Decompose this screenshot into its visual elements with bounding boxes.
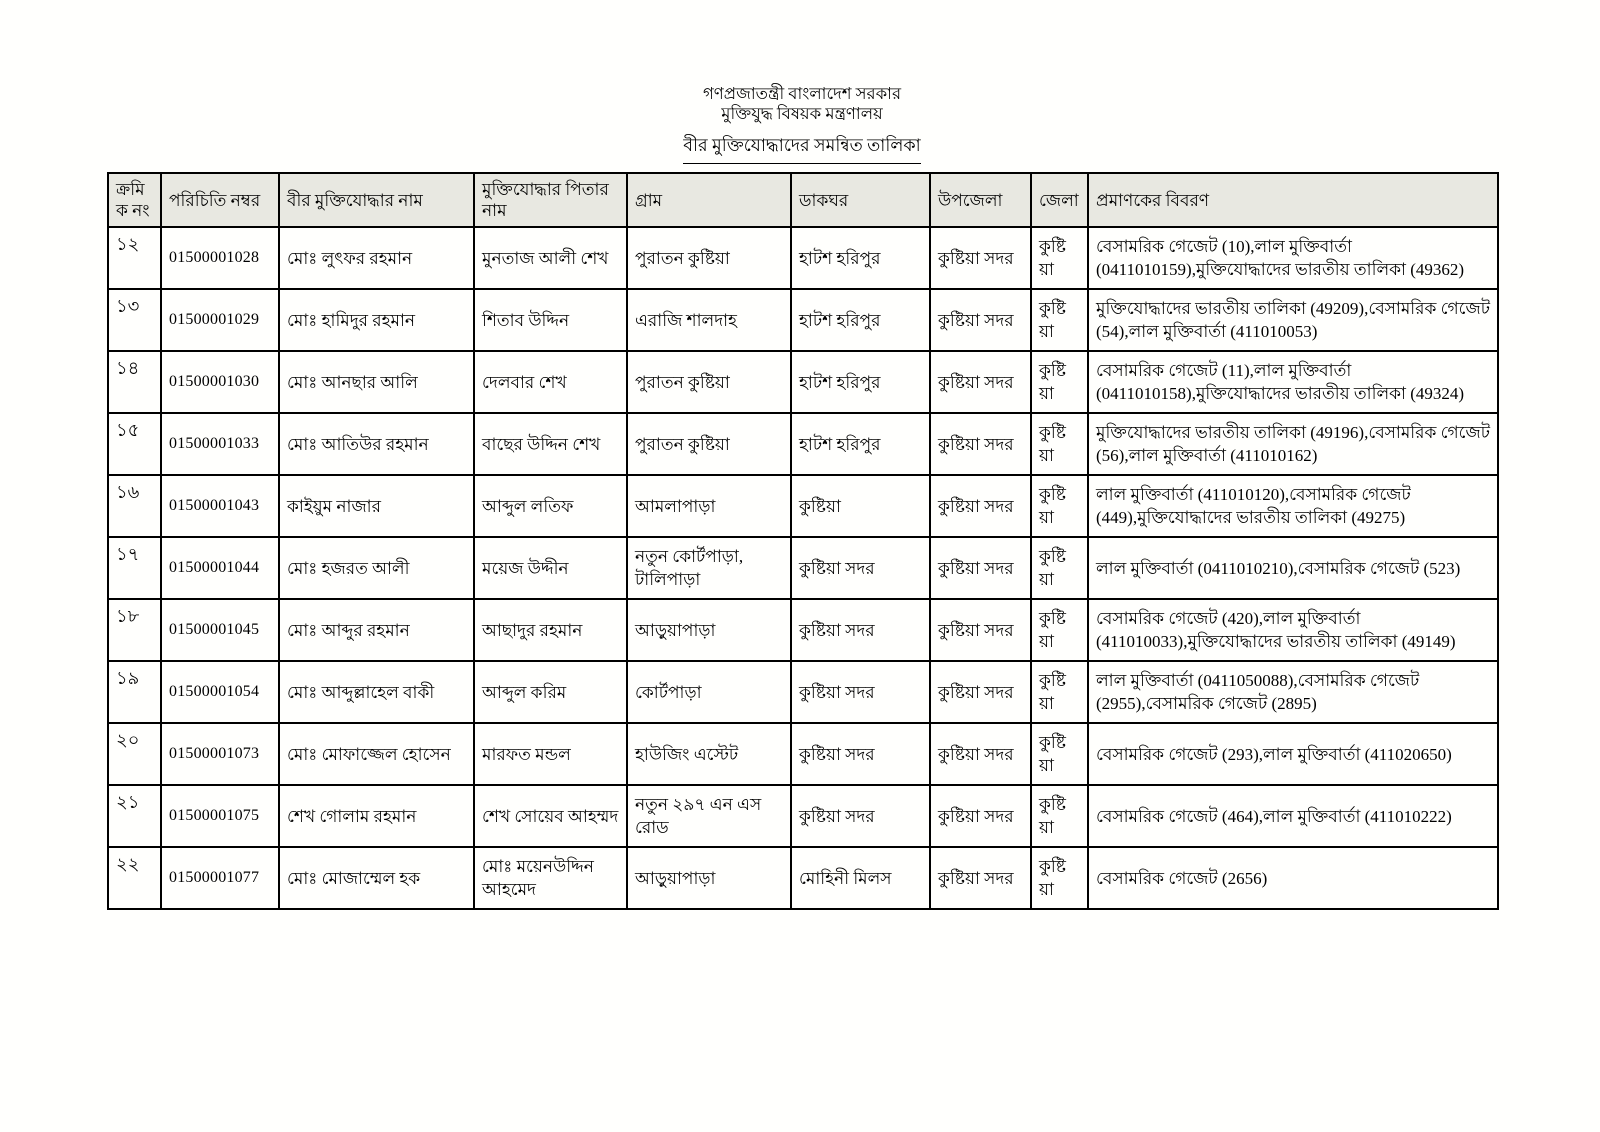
father-name-cell: দেলবার শেখ (474, 351, 627, 413)
id-cell: 01500001077 (161, 847, 279, 909)
district-cell: কুষ্টিয়া (1031, 475, 1088, 537)
name-cell: মোঃ আব্দুর রহমান (279, 599, 474, 661)
serial-cell: ১৩ (108, 289, 161, 351)
proof-cell: লাল মুক্তিবার্তা (0411050088),বেসামরিক গেজেট (2955),বেসামরিক গেজেট (2895) (1088, 661, 1498, 723)
table-row (108, 475, 1498, 537)
table-body (108, 227, 1498, 909)
id-cell: 01500001044 (161, 537, 279, 599)
father-name-cell: আছাদুর রহমান (474, 599, 627, 661)
column-header-id: পরিচিতি নম্বর (161, 173, 279, 227)
serial-cell: ১৮ (108, 599, 161, 661)
father-name-cell: শেখ সোয়েব আহম্মদ (474, 785, 627, 847)
father-name-cell: শিতাব উদ্দিন (474, 289, 627, 351)
village-cell: এরাজি শালদাহ (627, 289, 791, 351)
name-cell: মোঃ আনছার আলি (279, 351, 474, 413)
proof-cell: লাল মুক্তিবার্তা (411010120),বেসামরিক গেজেট (449),মুক্তিযোদ্ধাদের ভারতীয় তালিকা (49275) (1088, 475, 1498, 537)
proof-cell: বেসামরিক গেজেট (2656) (1088, 847, 1498, 909)
serial-cell: ১৭ (108, 537, 161, 599)
serial-cell: ২২ (108, 847, 161, 909)
column-header-serial: ক্রমিক নং (108, 173, 161, 227)
village-cell: আমলাপাড়া (627, 475, 791, 537)
name-cell: মোঃ হামিদুর রহমান (279, 289, 474, 351)
district-cell: কুষ্টিয়া (1031, 847, 1088, 909)
village-cell: পুরাতন কুষ্টিয়া (627, 227, 791, 289)
father-name-cell: মারফত মন্ডল (474, 723, 627, 785)
father-name-cell: মোঃ ময়েনউদ্দিন আহমেদ (474, 847, 627, 909)
district-cell: কুষ্টিয়া (1031, 599, 1088, 661)
id-cell: 01500001054 (161, 661, 279, 723)
table-row (108, 537, 1498, 599)
upazila-cell: কুষ্টিয়া সদর (930, 723, 1031, 785)
proof-cell: বেসামরিক গেজেট (420),লাল মুক্তিবার্তা (411010033),মুক্তিযোদ্ধাদের ভারতীয় তালিকা (49149) (1088, 599, 1498, 661)
father-name-cell: আব্দুল করিম (474, 661, 627, 723)
village-cell: হাউজিং এস্টেট (627, 723, 791, 785)
proof-cell: বেসামরিক গেজেট (11),লাল মুক্তিবার্তা (0411010158),মুক্তিযোদ্ধাদের ভারতীয় তালিকা (49324) (1088, 351, 1498, 413)
post-office-cell: কুষ্টিয়া সদর (791, 537, 930, 599)
post-office-cell: কুষ্টিয়া সদর (791, 661, 930, 723)
name-cell: মোঃ মোফাজ্জেল হোসেন (279, 723, 474, 785)
column-header-name: বীর মুক্তিযোদ্ধার নাম (279, 173, 474, 227)
post-office-cell: কুষ্টিয়া সদর (791, 723, 930, 785)
document-title: বীর মুক্তিযোদ্ধাদের সমন্বিত তালিকা (683, 133, 920, 164)
id-cell: 01500001073 (161, 723, 279, 785)
district-cell: কুষ্টিয়া (1031, 537, 1088, 599)
serial-cell: ১৫ (108, 413, 161, 475)
village-cell: আড়ুয়াপাড়া (627, 847, 791, 909)
proof-cell: মুক্তিযোদ্ধাদের ভারতীয় তালিকা (49196),বেসামরিক গেজেট (56),লাল মুক্তিবার্তা (411010162) (1088, 413, 1498, 475)
table-header-row (108, 173, 1498, 227)
table-row (108, 785, 1498, 847)
district-cell: কুষ্টিয়া (1031, 413, 1088, 475)
upazila-cell: কুষ্টিয়া সদর (930, 847, 1031, 909)
upazila-cell: কুষ্টিয়া সদর (930, 599, 1031, 661)
id-cell: 01500001033 (161, 413, 279, 475)
name-cell: মোঃ লুৎফর রহমান (279, 227, 474, 289)
id-cell: 01500001045 (161, 599, 279, 661)
upazila-cell: কুষ্টিয়া সদর (930, 537, 1031, 599)
upazila-cell: কুষ্টিয়া সদর (930, 351, 1031, 413)
post-office-cell: হাটশ হরিপুর (791, 413, 930, 475)
name-cell: মোঃ হজরত আলী (279, 537, 474, 599)
column-header-district: জেলা (1031, 173, 1088, 227)
serial-cell: ১২ (108, 227, 161, 289)
post-office-cell: কুষ্টিয়া (791, 475, 930, 537)
table-row (108, 351, 1498, 413)
serial-cell: ২১ (108, 785, 161, 847)
header-ministry-line: মুক্তিযুদ্ধ বিষয়ক মন্ত্রণালয় (721, 104, 883, 124)
post-office-cell: মোহিনী মিলস (791, 847, 930, 909)
village-cell: নতুন কোর্টপাড়া, টালিপাড়া (627, 537, 791, 599)
proof-cell: বেসামরিক গেজেট (293),লাল মুক্তিবার্তা (411020650) (1088, 723, 1498, 785)
post-office-cell: কুষ্টিয়া সদর (791, 785, 930, 847)
upazila-cell: কুষ্টিয়া সদর (930, 227, 1031, 289)
upazila-cell: কুষ্টিয়া সদর (930, 289, 1031, 351)
district-cell: কুষ্টিয়া (1031, 227, 1088, 289)
village-cell: কোর্টপাড়া (627, 661, 791, 723)
column-header-proof: প্রমাণকের বিবরণ (1088, 173, 1498, 227)
name-cell: মোঃ আব্দুল্লাহেল বাকী (279, 661, 474, 723)
post-office-cell: হাটশ হরিপুর (791, 227, 930, 289)
village-cell: নতুন ২৯৭ এন এস রোড (627, 785, 791, 847)
serial-cell: ২০ (108, 723, 161, 785)
district-cell: কুষ্টিয়া (1031, 351, 1088, 413)
serial-cell: ১৬ (108, 475, 161, 537)
father-name-cell: আব্দুল লতিফ (474, 475, 627, 537)
serial-cell: ১৪ (108, 351, 161, 413)
father-name-cell: ময়েজ উদ্দীন (474, 537, 627, 599)
district-cell: কুষ্টিয়া (1031, 289, 1088, 351)
document-header (107, 0, 1497, 164)
upazila-cell: কুষ্টিয়া সদর (930, 475, 1031, 537)
freedom-fighters-table (107, 172, 1499, 910)
table-row (108, 661, 1498, 723)
id-cell: 01500001075 (161, 785, 279, 847)
village-cell: আড়ুয়াপাড়া (627, 599, 791, 661)
table-row (108, 413, 1498, 475)
table-row (108, 227, 1498, 289)
proof-cell: মুক্তিযোদ্ধাদের ভারতীয় তালিকা (49209),বেসামরিক গেজেট (54),লাল মুক্তিবার্তা (411010053) (1088, 289, 1498, 351)
column-header-village: গ্রাম (627, 173, 791, 227)
id-cell: 01500001043 (161, 475, 279, 537)
serial-cell: ১৯ (108, 661, 161, 723)
column-header-upazila: উপজেলা (930, 173, 1031, 227)
father-name-cell: বাছের উদ্দিন শেখ (474, 413, 627, 475)
id-cell: 01500001028 (161, 227, 279, 289)
father-name-cell: মুনতাজ আলী শেখ (474, 227, 627, 289)
proof-cell: লাল মুক্তিবার্তা (0411010210),বেসামরিক গেজেট (523) (1088, 537, 1498, 599)
proof-cell: বেসামরিক গেজেট (464),লাল মুক্তিবার্তা (411010222) (1088, 785, 1498, 847)
post-office-cell: হাটশ হরিপুর (791, 289, 930, 351)
village-cell: পুরাতন কুষ্টিয়া (627, 351, 791, 413)
name-cell: শেখ গোলাম রহমান (279, 785, 474, 847)
name-cell: মোঃ মোজাম্মেল হক (279, 847, 474, 909)
table-row (108, 847, 1498, 909)
name-cell: মোঃ আতিউর রহমান (279, 413, 474, 475)
village-cell: পুরাতন কুষ্টিয়া (627, 413, 791, 475)
column-header-father-name: মুক্তিযোদ্ধার পিতার নাম (474, 173, 627, 227)
header-government-line: গণপ্রজাতন্ত্রী বাংলাদেশ সরকার (702, 84, 902, 103)
upazila-cell: কুষ্টিয়া সদর (930, 413, 1031, 475)
post-office-cell: হাটশ হরিপুর (791, 351, 930, 413)
id-cell: 01500001030 (161, 351, 279, 413)
district-cell: কুষ্টিয়া (1031, 723, 1088, 785)
post-office-cell: কুষ্টিয়া সদর (791, 599, 930, 661)
column-header-post-office: ডাকঘর (791, 173, 930, 227)
name-cell: কাইয়ুম নাজার (279, 475, 474, 537)
table-row (108, 599, 1498, 661)
district-cell: কুষ্টিয়া (1031, 785, 1088, 847)
upazila-cell: কুষ্টিয়া সদর (930, 661, 1031, 723)
table-row (108, 723, 1498, 785)
id-cell: 01500001029 (161, 289, 279, 351)
proof-cell: বেসামরিক গেজেট (10),লাল মুক্তিবার্তা (0411010159),মুক্তিযোদ্ধাদের ভারতীয় তালিকা (49362) (1088, 227, 1498, 289)
table-header-row-group (108, 173, 1498, 227)
district-cell: কুষ্টিয়া (1031, 661, 1088, 723)
upazila-cell: কুষ্টিয়া সদর (930, 785, 1031, 847)
table-row (108, 289, 1498, 351)
